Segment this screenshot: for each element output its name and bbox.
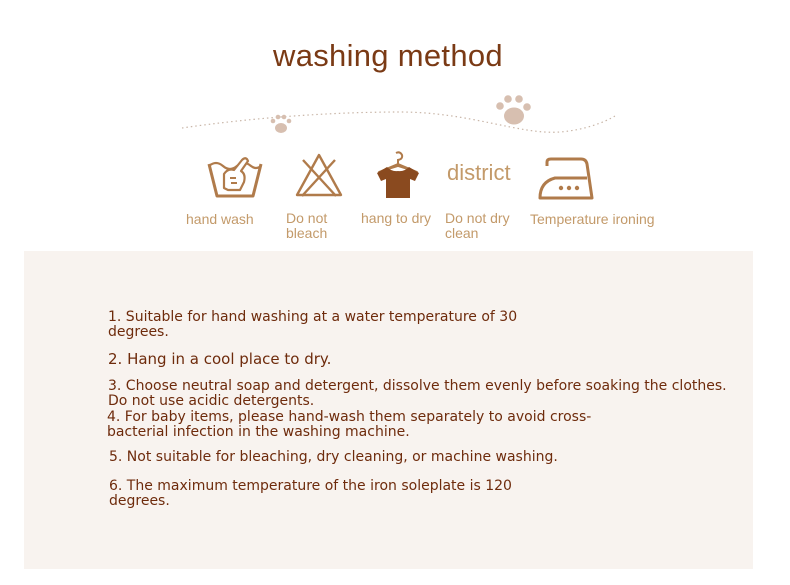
instruction-item-4: 4. For baby items, please hand-wash them separately to avoid cross-bacterial infection in the washing machine. <box>107 409 592 440</box>
instruction-item-1: 1. Suitable for hand washing at a water temperature of 30 degrees. <box>108 309 518 340</box>
temperature-ironing-label: Temperature ironing <box>530 211 655 227</box>
instruction-item-2: 2. Hang in a cool place to dry. <box>108 350 332 368</box>
hang-dry-icon <box>375 150 421 200</box>
hand-wash-label: hand wash <box>186 211 254 227</box>
paw-print-large-icon <box>496 95 531 124</box>
instruction-item-3: 3. Choose neutral soap and detergent, dissolve them evenly before soaking the clothes. Do not use acidic detergents. <box>108 378 727 409</box>
no-bleach-label: Do not bleach <box>286 210 328 241</box>
instruction-item-6: 6. The maximum temperature of the iron soleplate is 120 degrees. <box>109 478 512 509</box>
hang-dry-label: hang to dry <box>361 210 432 226</box>
page-title: washing method <box>273 38 503 73</box>
no-dry-clean-label: Do not dry clean <box>445 210 510 241</box>
hand-wash-icon <box>206 152 264 200</box>
instruction-item-5: 5. Not suitable for bleaching, dry cleaning, or machine washing. <box>109 449 558 465</box>
no-dry-clean-icon-text: district <box>447 160 511 185</box>
no-bleach-icon <box>294 152 344 198</box>
iron-icon <box>537 156 595 202</box>
